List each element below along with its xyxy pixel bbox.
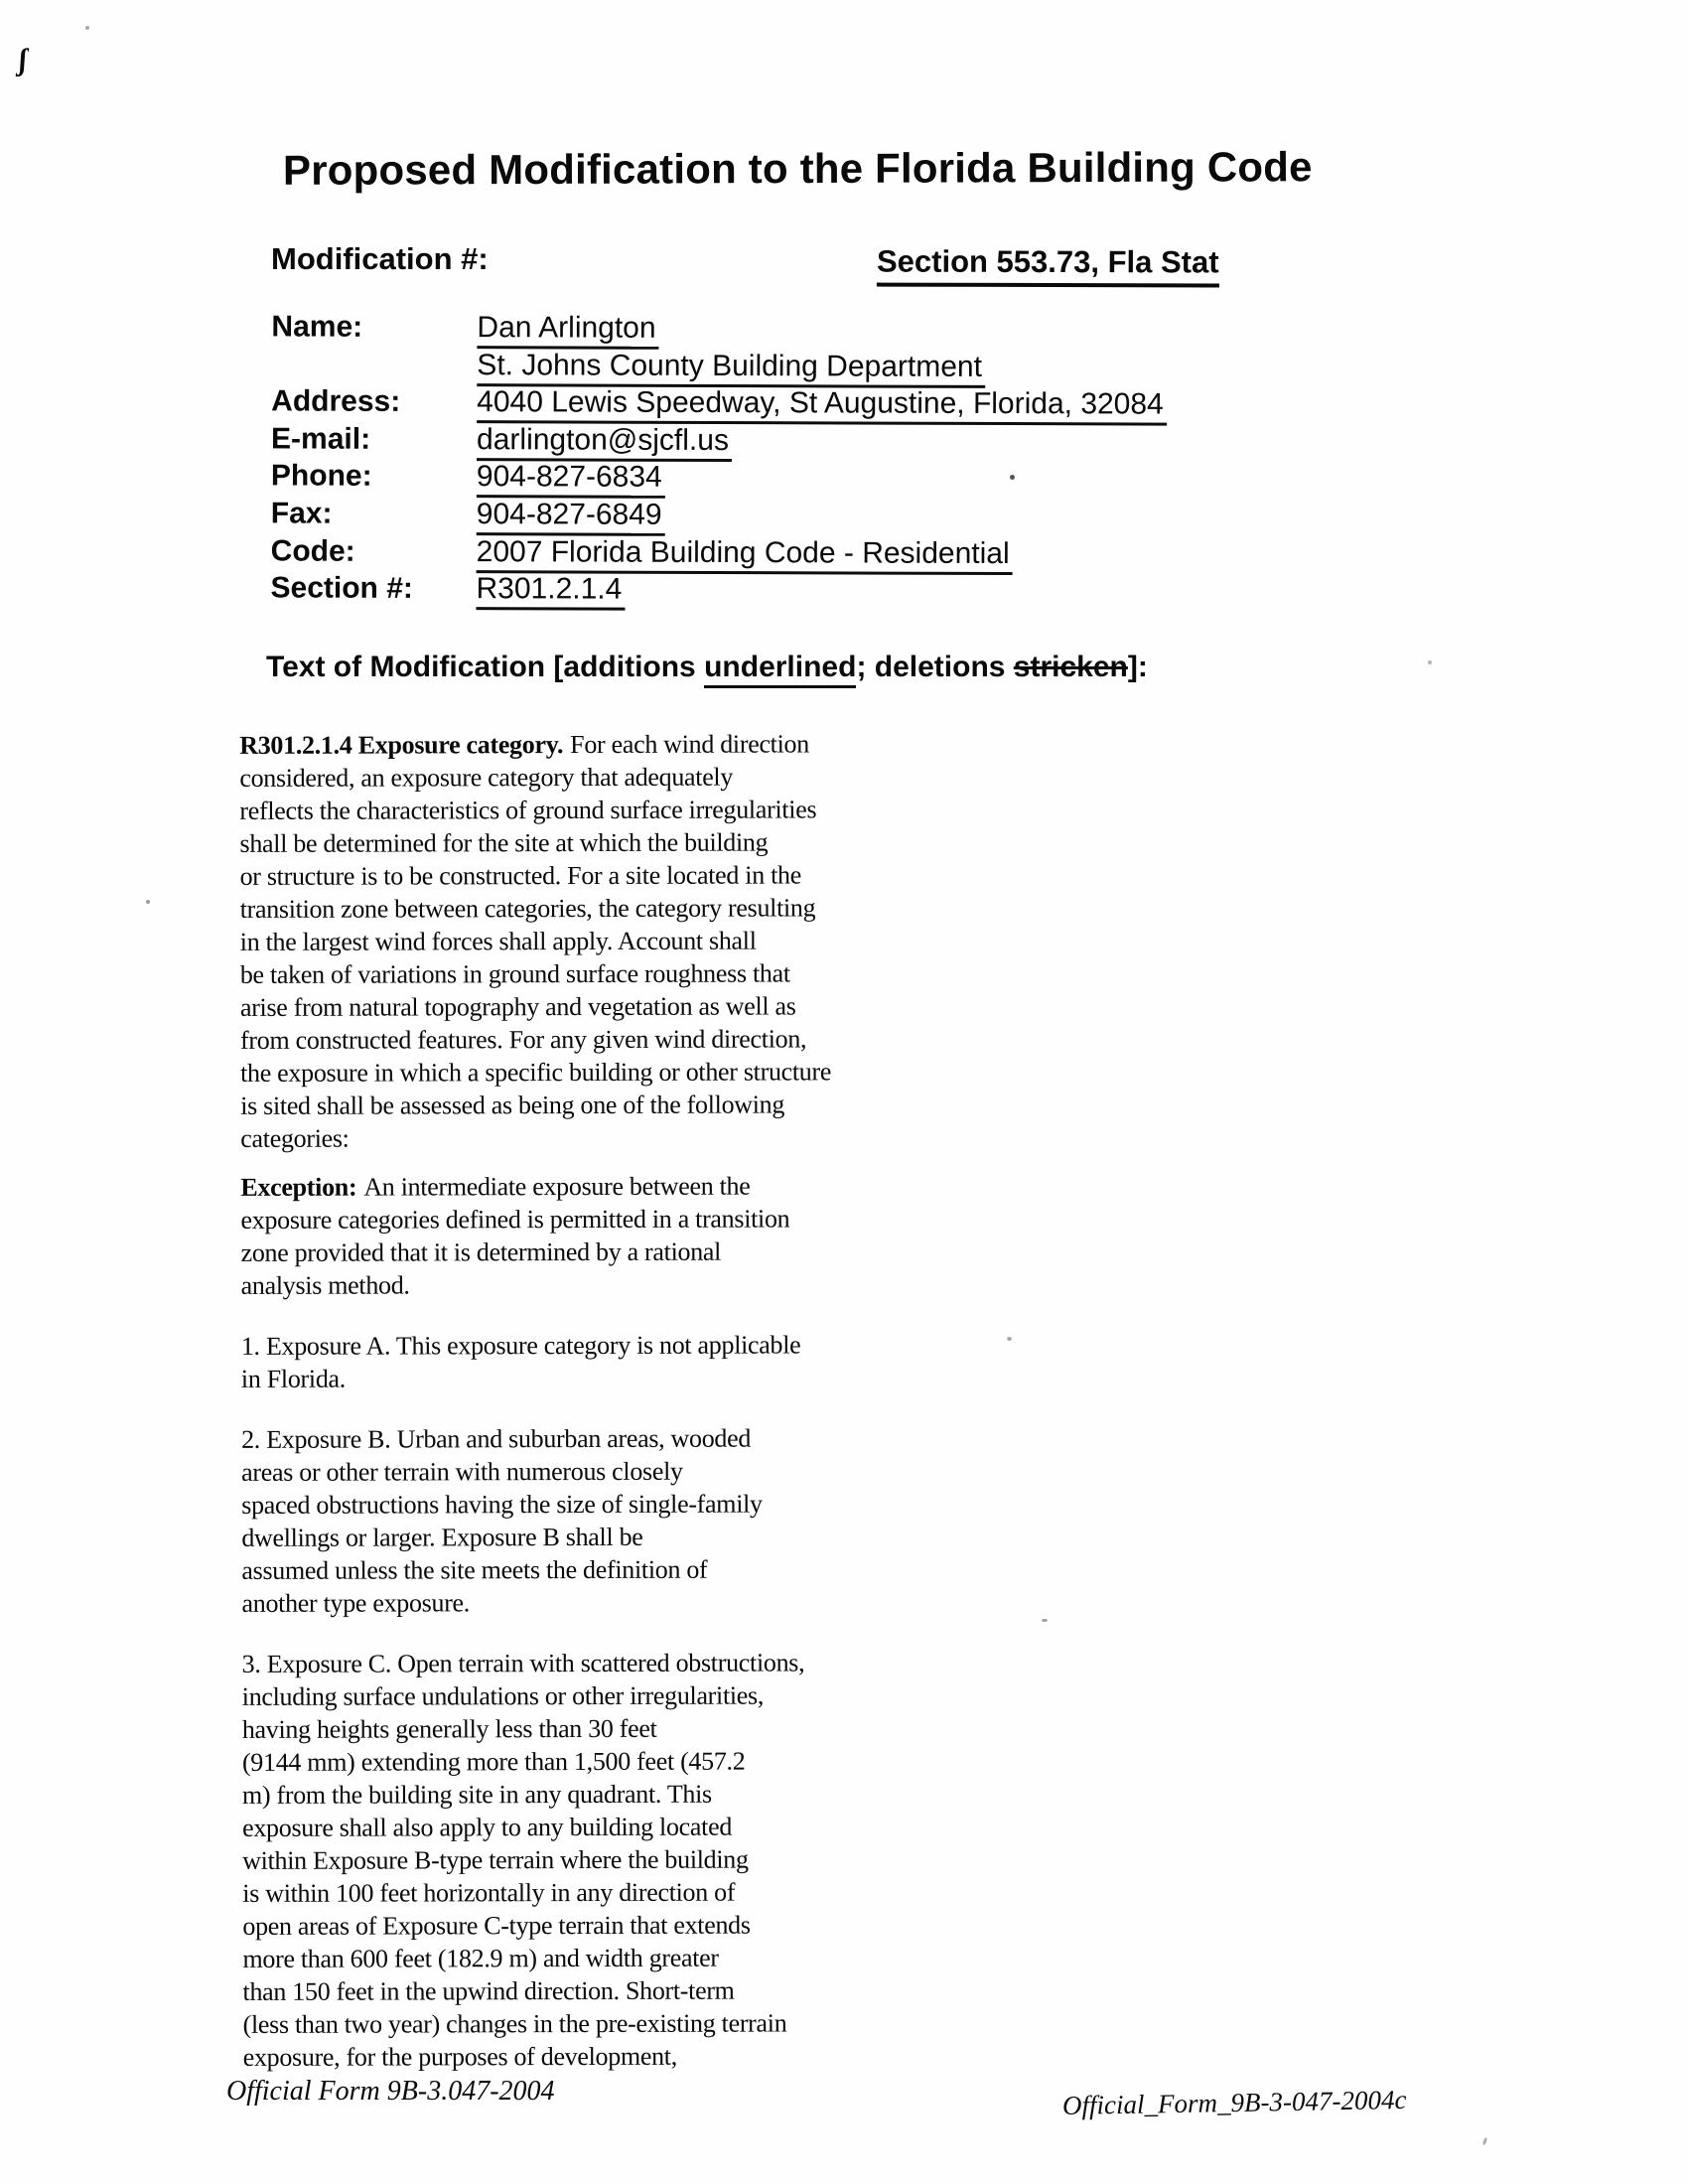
- text-of-modification-heading: [266, 651, 1148, 684]
- field-row-email: [271, 422, 1167, 463]
- section-statute-reference: Section 553.73, Fla Stat: [877, 244, 1219, 288]
- heading-stricken-word: stricken: [1013, 651, 1128, 683]
- paragraph-lead: R301.2.1.4 Exposure category.: [239, 730, 564, 760]
- paragraph-text: 3. Exposure C. Open terrain with scattered obstructions, including surface undulations or other irregularities, having heights generally less than 30 feet (9144 mm) extending more than 1,500 feet (457.2 m) from the building site in any quadrant. This exposure shall also apply to any building located within Exposure B-type terrain where the building is within 100 feet horizontally in any direction of open areas of Exposure C-type terrain that extends more than 600 feet (182.9 m) and width greater than 150 feet in the upwind direction. Short-term (less than two year) changes in the pre-existing terrain exposure, for the purposes of development,: [241, 1648, 805, 2072]
- heading-underlined-word: underlined: [704, 651, 856, 688]
- paragraph-text: 2. Exposure B. Urban and suburban areas, wooded areas or other terrain with numerous closely spaced obstructions having the size of single-family dwellings or larger. Exposure B shall be assumed unless the site meets the definition of another type exposure.: [241, 1423, 763, 1618]
- heading-suffix: ]:: [1127, 651, 1148, 683]
- page-title: Proposed Modification to the Florida Building Code: [282, 143, 1313, 194]
- field-label: Section #:: [270, 571, 413, 606]
- scan-speck: [1042, 1619, 1048, 1622]
- paragraph-lead: Exception:: [240, 1172, 357, 1202]
- paragraph-exposure-c: [242, 1646, 938, 2074]
- field-value: 4040 Lewis Speedway, St Augustine, Florida, 32084: [477, 385, 1167, 425]
- field-label: Fax:: [270, 497, 333, 530]
- paragraph-text: For each wind direction considered, an exposure category that adequately reflects the characteristics of ground surface irregularities shall be determined for the site at which the building or structure is to be constructed. For a site located in the transition zone between categories, the category resulting in the largest wind forces shall apply. Account shall be taken of variations in ground surface roughness that arise from natural topography and vegetation as well as from constructed features. For any given wind direction, the exposure in which a specific building or other structure is sited shall be assessed as being one of the following categories:: [239, 729, 832, 1153]
- heading-middle: ; deletions: [856, 651, 1014, 683]
- field-row-address: [271, 385, 1167, 426]
- scan-speck: [1007, 1337, 1012, 1341]
- field-label: Name:: [271, 310, 363, 344]
- scan-ink-artifact: ʃ: [16, 43, 30, 77]
- field-row-code: [271, 534, 1167, 575]
- field-row-fax: [271, 497, 1167, 537]
- field-row-section: [270, 572, 1166, 613]
- paragraph-exception: [240, 1169, 935, 1302]
- modification-text-body: [239, 727, 938, 2102]
- field-row-phone: [271, 460, 1167, 501]
- scan-speck: [1010, 475, 1015, 480]
- field-value: Dan Arlington: [477, 311, 658, 350]
- field-row-name: [271, 310, 1167, 351]
- field-label: Address:: [271, 384, 401, 419]
- field-row-department: [271, 348, 1167, 388]
- scan-speck: [1428, 660, 1432, 664]
- field-value: R301.2.1.4: [476, 572, 625, 611]
- paragraph-exposure-a: [241, 1328, 936, 1395]
- field-label: E-mail:: [271, 422, 371, 456]
- field-value: darlington@sjcfl.us: [477, 423, 732, 462]
- contact-fields: [270, 310, 1167, 612]
- heading-prefix: Text of Modification [additions: [266, 651, 705, 683]
- paragraph-exposure-b: [241, 1421, 937, 1620]
- modification-number-label: Modification #:: [271, 241, 489, 276]
- field-value: 2007 Florida Building Code - Residential: [477, 535, 1013, 575]
- paragraph-exposure-category: [239, 727, 935, 1155]
- official-form-footer-right: Official_Form_9B-3-047-2004c: [1061, 2084, 1407, 2121]
- scan-speck: [146, 900, 150, 904]
- paragraph-text: An intermediate exposure between the exposure categories defined is permitted in a transition zone provided that it is determined by a rational analysis method.: [240, 1171, 790, 1300]
- field-value: 904-827-6834: [477, 461, 665, 500]
- scan-speck: [85, 26, 89, 30]
- paragraph-text: 1. Exposure A. This exposure category is not applicable in Florida.: [240, 1330, 801, 1393]
- field-value: 904-827-6849: [477, 498, 665, 536]
- official-form-footer-left: Official Form 9B-3.047-2004: [226, 2076, 555, 2107]
- field-label: [271, 373, 477, 374]
- field-label: Phone:: [270, 459, 372, 494]
- scan-speck: [1482, 2137, 1488, 2146]
- field-value: St. Johns County Building Department: [477, 349, 985, 388]
- field-label: Code:: [270, 533, 355, 568]
